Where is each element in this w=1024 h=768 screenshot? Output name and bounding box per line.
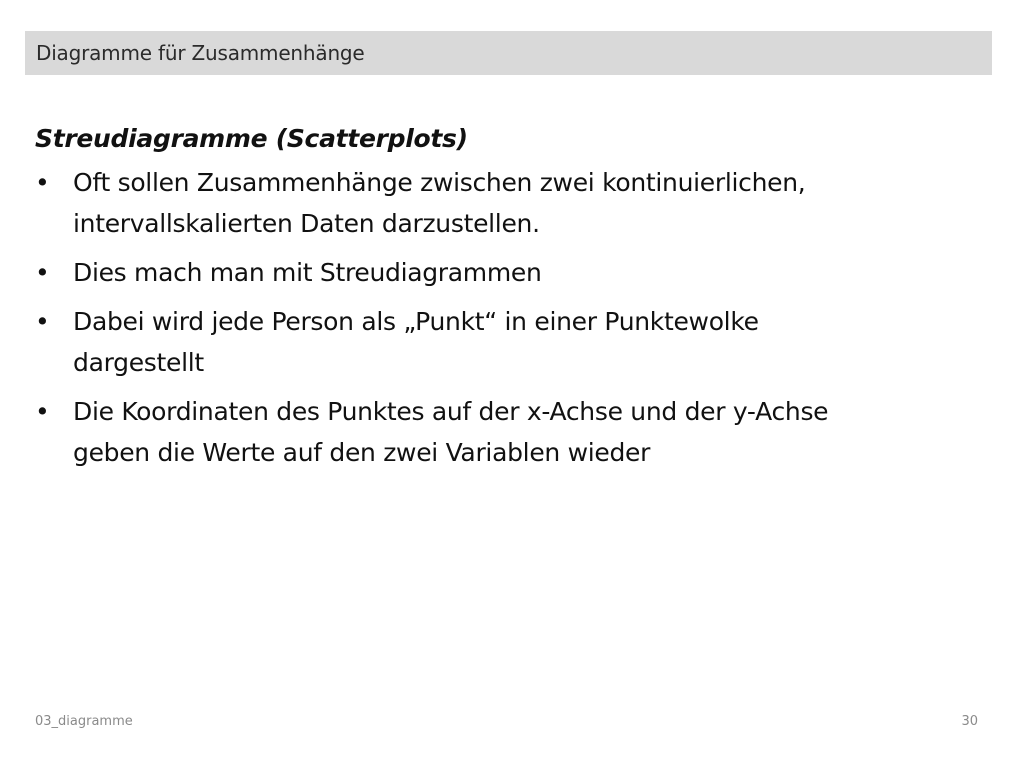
bullet-text-line: Die Koordinaten des Punktes auf der x-Achse und der y-Achse (73, 397, 829, 426)
bullet-item (35, 252, 975, 293)
bullet-icon: • (35, 307, 50, 336)
bullet-text-line: intervallskalierten Daten darzustellen. (73, 209, 540, 238)
slide-content (35, 118, 975, 481)
slide-title-bar (25, 31, 992, 75)
footer-page-number: 30 (961, 714, 978, 729)
footer-filename: 03_diagramme (35, 714, 133, 729)
bullet-item (35, 391, 975, 473)
bullet-text-line: geben die Werte auf den zwei Variablen wieder (73, 438, 651, 467)
bullet-list (35, 162, 975, 473)
bullet-icon: • (35, 258, 50, 287)
slide-title: Diagramme für Zusammenhänge (36, 41, 365, 65)
bullet-icon: • (35, 397, 50, 426)
bullet-text-line: Oft sollen Zusammenhänge zwischen zwei kontinuierlichen, (73, 168, 806, 197)
bullet-text-line: Dabei wird jede Person als „Punkt“ in einer Punktewolke (73, 307, 759, 336)
bullet-item (35, 162, 975, 244)
bullet-text-line: dargestellt (73, 348, 204, 377)
bullet-text-line: Dies mach man mit Streudiagrammen (73, 258, 542, 287)
bullet-icon: • (35, 168, 50, 197)
bullet-item (35, 301, 975, 383)
section-heading: Streudiagramme (Scatterplots) (35, 124, 468, 153)
